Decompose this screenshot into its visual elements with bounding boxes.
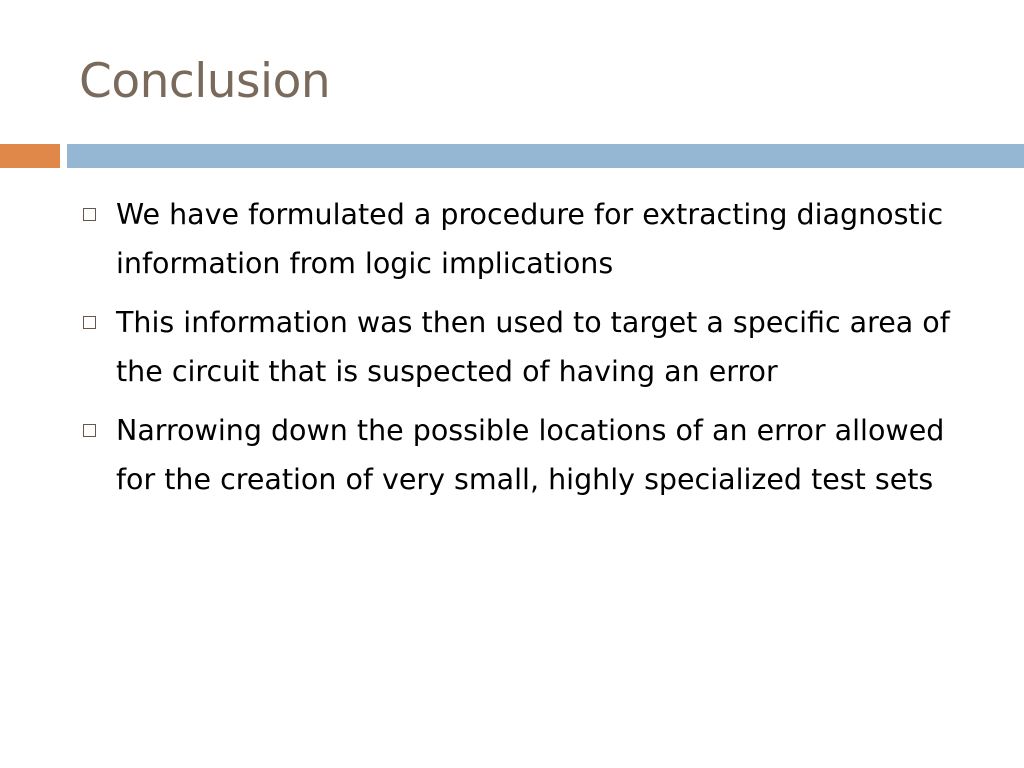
bullet-list <box>82 190 982 514</box>
accent-band-orange <box>0 144 60 168</box>
hollow-square-bullet-icon <box>83 424 96 437</box>
bullet-item <box>82 298 982 396</box>
bullet-text: This information was then used to target a specific area of the circuit that is suspected of having an error <box>116 306 950 388</box>
accent-band-blue <box>67 144 1024 168</box>
slide-title: Conclusion <box>79 54 331 109</box>
bullet-item <box>82 406 982 504</box>
bullet-text: Narrowing down the possible locations of an error allowed for the creation of very small, highly specialized test sets <box>116 414 945 496</box>
hollow-square-bullet-icon <box>83 316 96 329</box>
hollow-square-bullet-icon <box>83 208 96 221</box>
bullet-text: We have formulated a procedure for extracting diagnostic information from logic implications <box>116 198 944 280</box>
bullet-item <box>82 190 982 288</box>
